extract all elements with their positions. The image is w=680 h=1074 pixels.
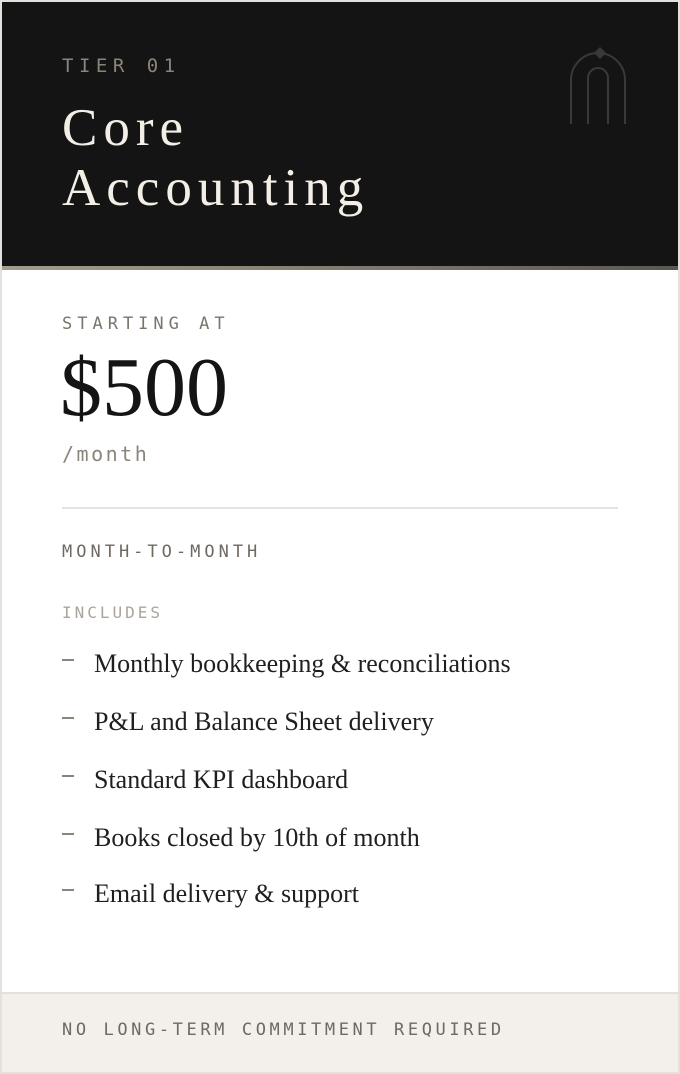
feature-text: Standard KPI dashboard <box>94 765 349 794</box>
arch-icon <box>566 44 630 128</box>
term-label: MONTH-TO-MONTH <box>62 542 262 562</box>
divider <box>62 507 618 509</box>
card-footer <box>2 992 678 1072</box>
feature-text: Monthly bookkeeping & reconciliations <box>94 649 511 678</box>
feature-text: Books closed by 10th of month <box>94 823 420 852</box>
starting-at-label: STARTING AT <box>62 314 230 334</box>
feature-text: Email delivery & support <box>94 879 360 908</box>
tier-label: TIER 01 <box>62 55 181 77</box>
includes-heading: INCLUDES <box>62 603 164 622</box>
feature-text: P&L and Balance Sheet delivery <box>94 707 434 736</box>
card-header <box>2 2 678 266</box>
dash-icon <box>62 659 74 661</box>
commitment-note: NO LONG-TERM COMMITMENT REQUIRED <box>62 1020 505 1040</box>
dash-icon <box>62 717 74 719</box>
price: $500 <box>60 341 228 434</box>
price-period: /month <box>62 442 150 466</box>
plan-title-line-2: Accounting <box>62 159 370 217</box>
plan-title <box>62 98 369 218</box>
dash-icon <box>62 889 74 891</box>
dash-icon <box>62 775 74 777</box>
plan-title-line-1: Core <box>62 99 190 157</box>
dash-icon <box>62 833 74 835</box>
header-accent-rule <box>2 266 678 270</box>
